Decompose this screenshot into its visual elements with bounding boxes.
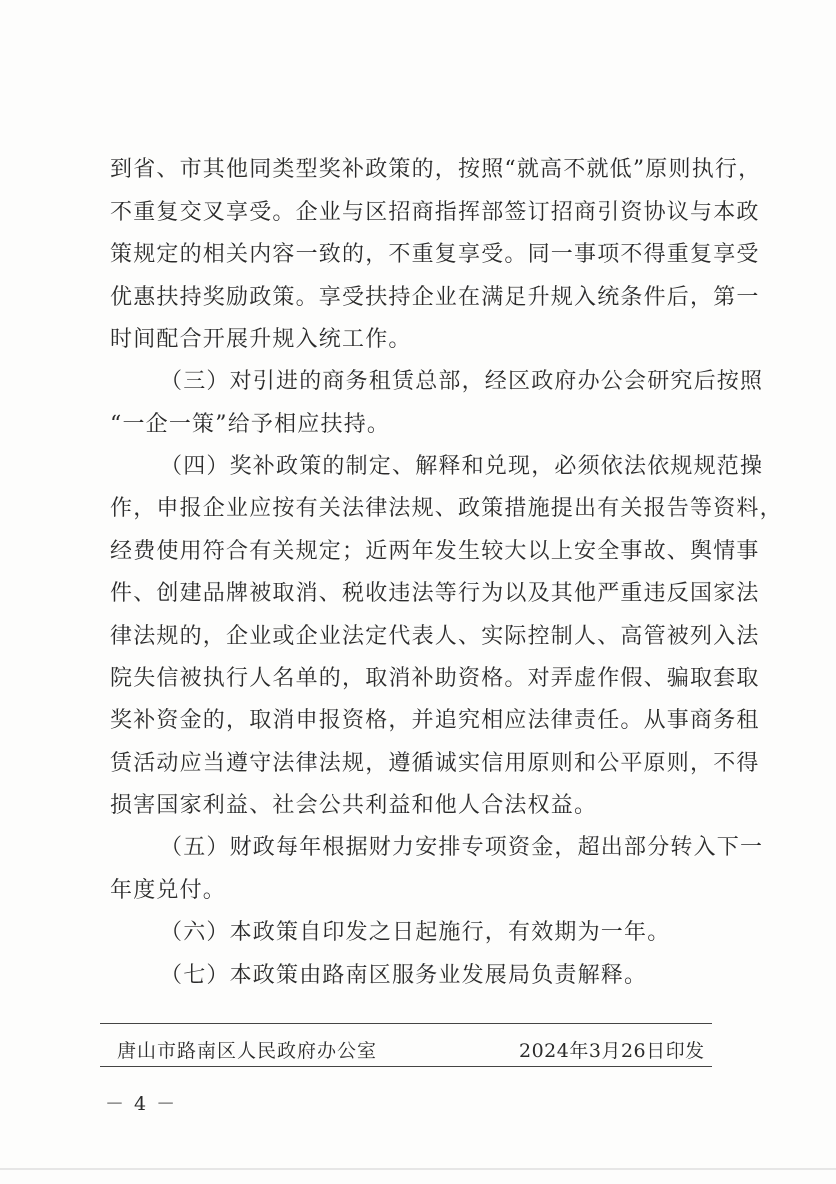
clause-6-line: （六）本政策自印发之日起施行，有效期为一年。: [160, 920, 671, 945]
clause-4-line-9: 损害国家利益、社会公共利益和他人合法权益。: [110, 793, 598, 818]
footer-bottom-rule: [100, 1066, 712, 1067]
body-line-1: 到省、市其他同类型奖补政策的，按照“就高不就低”原则执行，: [110, 157, 762, 182]
footer-issuer: 唐山市路南区人民政府办公室: [117, 1040, 378, 1062]
clause-4-line-1: （四）奖补政策的制定、解释和兑现，必须依法依规规范操: [160, 454, 764, 479]
clause-4-line-5: 律法规的，企业或企业法定代表人、实际控制人、高管被列入法: [110, 624, 760, 649]
scan-bottom-edge: [0, 1168, 836, 1170]
clause-4-line-8: 赁活动应当遵守法律法规，遵循诚实信用原则和公平原则，不得: [110, 751, 760, 776]
body-line-4: 优惠扶持奖励政策。享受扶持企业在满足升规入统条件后，第一: [110, 285, 760, 310]
clause-3-line-1: （三）对引进的商务租赁总部，经区政府办公会研究后按照: [160, 369, 764, 394]
clause-4-line-4: 件、创建品牌被取消、税收违法等行为以及其他严重违反国家法: [110, 581, 760, 606]
clause-5-line-1: （五）财政每年根据财力安排专项资金，超出部分转入下一: [160, 835, 764, 860]
clause-5-line-2: 年度兑付。: [110, 878, 227, 903]
body-line-5: 时间配合开展升规入统工作。: [110, 327, 412, 352]
clause-4-line-6: 院失信被执行人名单的，取消补助资格。对弄虚作假、骗取套取: [110, 666, 760, 691]
clause-4-line-3: 经费使用符合有关规定；近两年发生较大以上安全事故、舆情事: [110, 539, 760, 564]
footer-top-rule: [100, 1023, 712, 1024]
clause-3-line-2: “一企一策”给予相应扶持。: [110, 412, 391, 437]
clause-7-line: （七）本政策由路南区服务业发展局负责解释。: [160, 963, 648, 988]
body-line-3: 策规定的相关内容一致的，不重复享受。同一事项不得重复享受: [110, 242, 760, 267]
clause-4-line-2: 作，申报企业应按有关法律法规、政策措施提出有关报告等资料，: [110, 496, 783, 521]
body-line-2: 不重复交叉享受。企业与区招商指挥部签订招商引资协议与本政: [110, 200, 760, 225]
clause-4-line-7: 奖补资金的，取消申报资格，并追究相应法律责任。从事商务租: [110, 708, 760, 733]
footer-date: 2024年3月26日印发: [519, 1040, 705, 1062]
page-number: － 4 －: [105, 1093, 178, 1115]
